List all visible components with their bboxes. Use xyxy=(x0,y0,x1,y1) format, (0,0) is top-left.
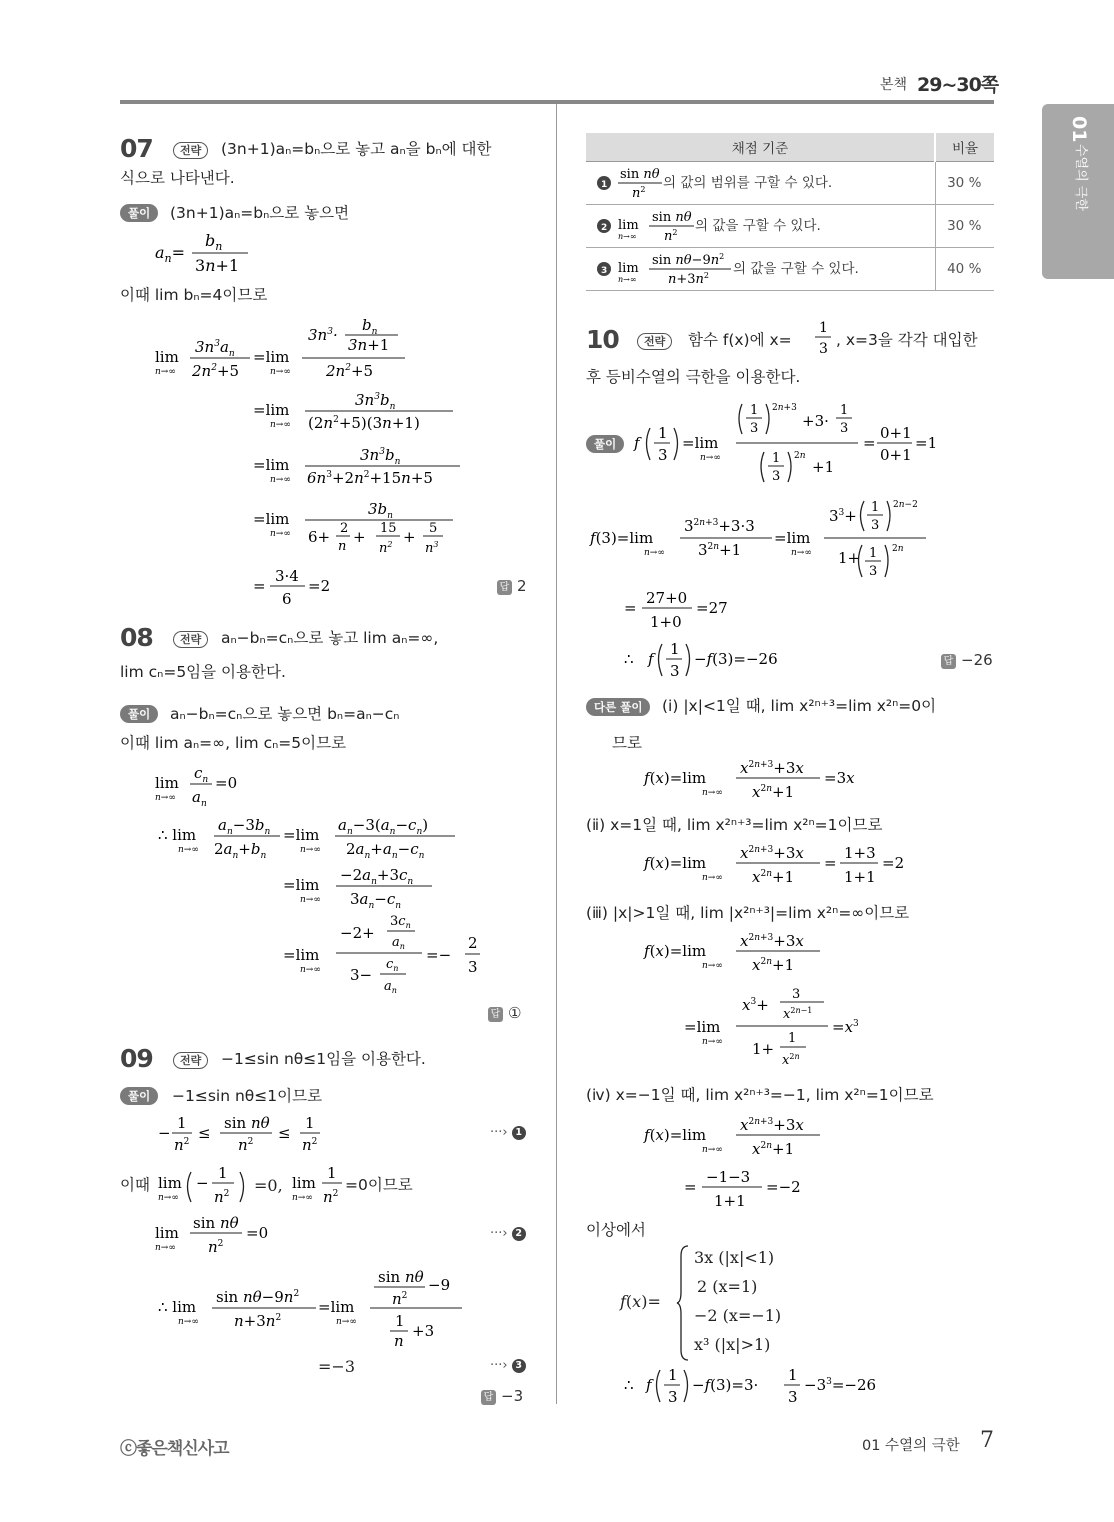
svg-text:2n: 2n xyxy=(794,451,806,461)
solution-tag: 풀이 xyxy=(586,433,624,453)
svg-text:3an−cn: $3a_n-c_n$ xyxy=(350,890,402,911)
svg-text:an: $a_n$ xyxy=(192,788,207,809)
table-row: 1 sin nθ $n^2$ 의 값의 범위를 구할 수 있다. 30 % xyxy=(586,162,994,205)
svg-text:f(x)=lim: f(x)=lim xyxy=(644,942,707,960)
svg-text:=0: =0 xyxy=(246,1224,269,1242)
svg-text:32n+3+3·3: $3^{2n+3}+3\cdot 3$ xyxy=(684,517,755,535)
svg-text:x3+: $x^3+$ xyxy=(742,996,769,1014)
solution-tag: 풀이 xyxy=(120,1085,158,1105)
svg-text:n2: $n^2$ xyxy=(302,1136,318,1154)
problem-09-line-3b: =0, xyxy=(254,1176,283,1195)
header-rule xyxy=(120,100,994,104)
svg-text:n→∞: n→∞ xyxy=(300,965,321,975)
svg-text:3: 3 xyxy=(668,1388,678,1406)
problem-10-answer: 답 −26 xyxy=(941,651,993,669)
svg-text:lim: lim xyxy=(618,218,639,233)
alt-eq-iv xyxy=(640,1112,890,1162)
svg-text:x2n+3+3x: $x^2n+3+3x$ xyxy=(740,1116,804,1134)
svg-text:3bn: $3b_n$ xyxy=(368,500,393,521)
svg-text:1: 1 xyxy=(840,403,849,418)
svg-text:n→∞: n→∞ xyxy=(702,961,723,971)
svg-text:1: 1 xyxy=(177,1114,187,1132)
svg-text:f: f xyxy=(634,434,640,452)
problem-09-line-1: −1≤sin nθ≤1이므로 xyxy=(172,1087,323,1105)
svg-text:1: 1 xyxy=(670,640,680,658)
svg-text:1+3: 1+3 xyxy=(844,844,876,862)
column-divider xyxy=(556,104,557,1404)
svg-text:2n+3: 2n+3 xyxy=(772,403,797,413)
svg-text:=−2: =−2 xyxy=(766,1178,801,1196)
svg-text:n→∞: n→∞ xyxy=(270,367,291,377)
page-number: 7 xyxy=(980,1428,994,1453)
svg-text:x2n+1: $x^2n+1$ xyxy=(752,868,795,886)
svg-text:1: 1 xyxy=(819,320,828,336)
fraction-one-third xyxy=(812,318,836,360)
problem-07-line-1: (3n+1)aₙ=bₙ으로 놓으면 xyxy=(170,204,350,222)
svg-text:33+: $3^3+$ xyxy=(829,507,857,525)
problem-08-number: 08 xyxy=(120,623,153,652)
ratio-cell: 40 % xyxy=(935,248,994,291)
svg-text:=0: =0 xyxy=(215,774,238,792)
svg-text:3n3an: $3n^3a_n$ xyxy=(195,338,235,359)
svg-text:x2n: $x^2n$ xyxy=(782,1052,800,1068)
svg-text:2: 2 xyxy=(468,934,478,952)
svg-text:an−3bn: $a_n-3b_n$ xyxy=(218,816,271,837)
alt-case-i: (ⅰ) |x|<1일 때, lim x²ⁿ⁺³=lim x²ⁿ=0이 xyxy=(662,697,937,715)
svg-text:1: 1 xyxy=(871,500,880,515)
alt-case-iv: (ⅳ) x=−1일 때, lim x²ⁿ⁺³=−1, lim x²ⁿ=1이므로 xyxy=(586,1086,934,1104)
svg-text:n→∞: n→∞ xyxy=(702,873,723,883)
svg-text:3: 3 xyxy=(869,564,878,579)
problem-08-answer: 답 ① xyxy=(488,1004,521,1022)
svg-text:n→∞: n→∞ xyxy=(644,548,665,558)
svg-text:sin nθ−9n2: $\sin n\theta-9n^2$ xyxy=(216,1288,300,1306)
svg-text:sin nθ: sin nθ xyxy=(224,1114,270,1132)
svg-text:1: 1 xyxy=(772,451,781,466)
svg-text:f(x)=lim: f(x)=lim xyxy=(644,1126,707,1144)
ratio-cell: 30 % xyxy=(935,205,994,248)
svg-text:6n3+2n2+15n+5: $6n^3+2n^2+15n+5$ xyxy=(307,469,433,487)
problem-07-derivation xyxy=(150,312,540,612)
svg-text:f: f xyxy=(646,1376,652,1394)
problem-08-line-1: aₙ−bₙ=cₙ으로 놓으면 bₙ=aₙ−cₙ xyxy=(170,705,400,723)
svg-text:n+3n2: $n+3n^2$ xyxy=(234,1312,282,1330)
svg-text:1: 1 xyxy=(218,1164,228,1182)
svg-text:=lim: =lim xyxy=(253,401,290,419)
svg-text:3n+1: 3n+1 xyxy=(195,256,240,275)
svg-text:n→∞: n→∞ xyxy=(702,1145,723,1155)
svg-text:n2: $n^2$ xyxy=(208,1238,224,1256)
svg-text:∴ lim: ∴ lim xyxy=(158,826,197,844)
strategy-tag: 전략 xyxy=(173,139,208,159)
svg-text:lim: lim xyxy=(155,348,179,366)
svg-text:=lim: =lim xyxy=(774,529,811,547)
step-mark-3: ···› 3 xyxy=(490,1358,526,1373)
svg-text:=lim: =lim xyxy=(283,826,320,844)
svg-text:3cn: $3c_n$ xyxy=(390,914,411,930)
svg-text:3: 3 xyxy=(772,469,781,484)
side-tab-title: 수열의 극한 xyxy=(1073,144,1088,211)
svg-text:+3·: +3· xyxy=(802,412,829,430)
svg-text:=lim: =lim xyxy=(283,876,320,894)
svg-text:3: 3 xyxy=(670,662,680,680)
svg-text:3: 3 xyxy=(468,958,478,976)
svg-text:−: − xyxy=(196,1174,209,1192)
svg-text:3: 3 xyxy=(658,446,668,464)
svg-text:1: 1 xyxy=(869,546,878,561)
svg-text:lim: lim xyxy=(618,261,639,276)
svg-text:lim: lim xyxy=(155,1224,179,1242)
problem-10-f-three xyxy=(586,495,946,585)
problem-07-answer: 답 2 xyxy=(497,577,527,595)
svg-text:∴: ∴ xyxy=(624,1376,634,1394)
svg-text:n→∞: n→∞ xyxy=(702,1037,723,1047)
svg-text:5: 5 xyxy=(429,521,438,536)
svg-text:−f(3)=−26: −f(3)=−26 xyxy=(694,650,778,668)
svg-text:=lim: =lim xyxy=(318,1298,355,1316)
svg-text:−1−3: −1−3 xyxy=(706,1168,751,1186)
svg-text:−2+: −2+ xyxy=(340,924,375,942)
svg-text:n→∞: n→∞ xyxy=(300,895,321,905)
svg-text:=1: =1 xyxy=(915,434,938,452)
problem-07-line-3: 이때 lim bₙ=4이므로 xyxy=(120,286,268,304)
table-header-ratio: 비율 xyxy=(935,133,994,162)
header-book-label: 본책 xyxy=(880,77,908,93)
svg-text:=: = xyxy=(863,434,876,452)
svg-text:bn: $b_n$ xyxy=(362,316,378,337)
svg-text:x2n+3+3x: $x^2n+3+3x$ xyxy=(740,759,804,777)
problem-07-strategy-2: 식으로 나타낸다. xyxy=(120,169,235,187)
step-mark-2: ···› 2 xyxy=(490,1226,526,1241)
svg-text:1+: 1+ xyxy=(838,549,861,567)
svg-text:3n3bn: $3n^3b_n$ xyxy=(360,446,401,467)
svg-text:1+0: 1+0 xyxy=(650,613,682,631)
svg-text:lim: lim xyxy=(158,1174,182,1192)
svg-text:x2n−1: $x^2n-1$ xyxy=(783,1006,813,1022)
piecewise-brace xyxy=(676,1244,690,1362)
table-row: 3 lim n→∞ $\sin n\theta-9n^2$ $n+3n^2$ 의 값을 구할 수 있다. 40 % xyxy=(586,248,994,291)
svg-text:=lim: =lim xyxy=(283,946,320,964)
svg-text:+1: +1 xyxy=(812,458,835,476)
strategy-tag: 전략 xyxy=(173,1049,208,1069)
svg-text:n→∞: n→∞ xyxy=(791,548,812,558)
svg-text:3n+1: 3n+1 xyxy=(348,336,390,354)
problem-07-number: 07 xyxy=(120,134,153,163)
svg-text:=lim: =lim xyxy=(253,510,290,528)
table-header-criteria: 채점 기준 xyxy=(586,133,935,162)
svg-text:1: 1 xyxy=(305,1114,315,1132)
piecewise-lhs: f(x)= xyxy=(620,1292,661,1311)
svg-text:2n2+5: $2n^2+5$ xyxy=(326,362,374,380)
svg-text:=2: =2 xyxy=(882,854,905,872)
svg-text:3: 3 xyxy=(788,1388,798,1406)
svg-text:(2n2+5)(3n+1): $(2n^2+5)(3n+1)$ xyxy=(308,414,420,432)
problem-08-strategy-2: lim cₙ=5임을 이용한다. xyxy=(120,663,286,681)
alt-final xyxy=(620,1362,920,1410)
svg-text:∴: ∴ xyxy=(624,650,634,668)
svg-text:n2: $n^2$ xyxy=(664,228,678,243)
svg-text:f(x)=lim: f(x)=lim xyxy=(644,854,707,872)
svg-text:x2n+1: $x^2n+1$ xyxy=(752,783,795,801)
svg-text:n: n xyxy=(394,1332,404,1350)
svg-text:n3: $n^3$ xyxy=(425,540,439,556)
publisher-logo: ⓒ좋은책신사고 xyxy=(120,1439,229,1459)
strategy-tag: 전략 xyxy=(173,628,208,648)
svg-text:n→∞: n→∞ xyxy=(155,1243,176,1253)
svg-text:3: 3 xyxy=(819,341,828,357)
svg-text:3·4: 3·4 xyxy=(275,567,299,585)
svg-text:=3x: =3x xyxy=(824,769,855,787)
alt-eq-iv-b xyxy=(680,1164,840,1214)
problem-10-therefore xyxy=(620,636,820,682)
problem-10-number: 10 xyxy=(586,325,619,354)
svg-text:3: 3 xyxy=(871,518,880,533)
svg-text:2n−2: 2n−2 xyxy=(893,500,918,510)
svg-text:1+: 1+ xyxy=(752,1040,775,1058)
problem-08-strategy: aₙ−bₙ=cₙ으로 놓고 lim aₙ=∞, xyxy=(221,629,439,647)
strategy-tag: 전략 xyxy=(637,330,672,350)
svg-text:n→∞: n→∞ xyxy=(618,275,637,284)
svg-text:n→∞: n→∞ xyxy=(155,793,176,803)
svg-text:x2n+3+3x: $x^2n+3+3x$ xyxy=(740,932,804,950)
alt-eq-iii-b xyxy=(680,982,900,1072)
svg-text:6+: 6+ xyxy=(308,528,331,546)
svg-text:3: 3 xyxy=(840,421,849,436)
piecewise-case-2: 2 (x=1) xyxy=(697,1277,758,1296)
problem-09-inequality xyxy=(150,1110,540,1160)
svg-text:=−: =− xyxy=(426,946,452,964)
svg-text:+: + xyxy=(403,528,416,546)
svg-text:=27: =27 xyxy=(696,599,728,617)
svg-text:=lim: =lim xyxy=(684,1018,721,1036)
svg-text:1: 1 xyxy=(601,180,608,190)
svg-text:n2: $n^2$ xyxy=(238,1136,254,1154)
svg-text:=lim: =lim xyxy=(253,348,290,366)
svg-text:0+1: 0+1 xyxy=(880,446,912,464)
svg-text:27+0: 27+0 xyxy=(646,589,688,607)
problem-09-line-3: 이때 xyxy=(120,1176,150,1194)
problem-09-answer: 답 −3 xyxy=(481,1387,523,1405)
svg-text:n2: $n^2$ xyxy=(379,540,393,556)
problem-09-limit-zero xyxy=(150,1210,450,1262)
piecewise-case-1: 3x (|x|<1) xyxy=(694,1248,775,1267)
svg-text:≤: ≤ xyxy=(198,1124,211,1142)
svg-text:n2: $n^2$ xyxy=(214,1188,230,1206)
svg-text:3: 3 xyxy=(601,266,608,276)
svg-text:+: + xyxy=(353,528,366,546)
problem-08-derivation xyxy=(150,760,540,1000)
svg-text:n→∞: n→∞ xyxy=(618,232,637,241)
svg-text:n→∞: n→∞ xyxy=(178,1317,199,1327)
svg-text:n2: $n^2$ xyxy=(323,1188,339,1206)
alt-case-i-cont: 므로 xyxy=(612,734,642,752)
alt-conclusion: 이상에서 xyxy=(586,1221,646,1239)
svg-text:n2: $n^2$ xyxy=(174,1136,190,1154)
svg-text:3: 3 xyxy=(750,421,759,436)
problem-10-f-one-third xyxy=(630,398,980,493)
svg-text:sin nθ: sin nθ xyxy=(193,1214,239,1232)
svg-text:−33=−26: $-3^3=-26$ xyxy=(804,1376,877,1394)
svg-text:∴ lim: ∴ lim xyxy=(158,1298,197,1316)
svg-text:n→∞: n→∞ xyxy=(336,1317,357,1327)
solution-tag: 풀이 xyxy=(120,202,158,222)
svg-text:2n: 2n xyxy=(892,544,904,554)
svg-text:n→∞: n→∞ xyxy=(155,367,176,377)
svg-text:n2: $n^2$ xyxy=(392,1290,408,1308)
svg-text:3n3·: $3n^3\cdot$ xyxy=(308,326,338,344)
svg-text:2: 2 xyxy=(340,521,349,536)
piecewise-case-3: −2 (x=−1) xyxy=(694,1306,782,1325)
svg-text:=: = xyxy=(624,599,637,617)
svg-text:2an+bn: $2a_n+b_n$ xyxy=(214,840,267,861)
svg-text:+3: +3 xyxy=(412,1322,435,1340)
svg-text:32n+1: $3^{2n}+1$ xyxy=(698,541,742,559)
svg-text:=lim: =lim xyxy=(682,434,719,452)
alt-case-iii: (ⅲ) |x|>1일 때, lim |x²ⁿ⁺³|=lim x²ⁿ=∞이므로 xyxy=(586,904,910,922)
svg-text:x2n+1: $x^2n+1$ xyxy=(752,1140,795,1158)
svg-text:1: 1 xyxy=(788,1031,797,1046)
svg-text:2: 2 xyxy=(601,223,608,233)
scoring-table xyxy=(586,133,994,291)
alt-case-ii: (ⅱ) x=1일 때, lim x²ⁿ⁺³=lim x²ⁿ=1이므로 xyxy=(586,816,883,834)
svg-text:lim: lim xyxy=(155,774,179,792)
footer-chapter: 01 수열의 극한 xyxy=(862,1438,960,1454)
svg-text:1+1: 1+1 xyxy=(714,1192,746,1210)
problem-10-f-three-result xyxy=(620,585,780,635)
svg-text:bn: $b_n$ xyxy=(205,231,223,253)
problem-10-strategy-a: 함수 f(x)에 x= xyxy=(688,331,792,349)
step-mark-1: ···› 1 xyxy=(490,1125,526,1140)
svg-text:=lim: =lim xyxy=(253,456,290,474)
side-tab-number: 01 xyxy=(1068,116,1090,143)
svg-text:x2n+1: $x^2n+1$ xyxy=(752,956,795,974)
problem-09-number: 09 xyxy=(120,1044,153,1073)
svg-text:n→∞: n→∞ xyxy=(270,475,291,485)
svg-text:2n2+5: $2n^2+5$ xyxy=(192,362,240,380)
problem-09-result: =−3 xyxy=(318,1357,355,1376)
svg-text:n→∞: n→∞ xyxy=(700,453,721,463)
svg-text:f(3)=lim: f(3)=lim xyxy=(590,529,654,547)
svg-text:1: 1 xyxy=(327,1164,337,1182)
svg-text:0+1: 0+1 xyxy=(880,424,912,442)
svg-text:1: 1 xyxy=(395,1312,405,1330)
svg-text:=: = xyxy=(253,577,266,595)
svg-text:15: 15 xyxy=(380,521,397,536)
svg-text:an: $a_n$ xyxy=(392,935,405,951)
svg-text:1: 1 xyxy=(658,424,668,442)
svg-text:3n3bn: $3n^3b_n$ xyxy=(355,391,396,412)
svg-text:cn: $c_n$ xyxy=(386,957,399,973)
svg-text:x2n+3+3x: $x^2n+3+3x$ xyxy=(740,844,804,862)
alt-eq-iii xyxy=(640,928,890,978)
svg-text:−: − xyxy=(158,1124,171,1142)
svg-text:1+1: 1+1 xyxy=(844,868,876,886)
svg-text:n+3n2: $n+3n^2$ xyxy=(668,271,710,286)
problem-07-eq-an xyxy=(150,228,310,276)
alt-solution-tag: 다른 풀이 xyxy=(586,696,650,716)
svg-text:1: 1 xyxy=(788,1366,798,1384)
problem-09-strategy: −1≤sin nθ≤1임을 이용한다. xyxy=(221,1050,426,1068)
svg-text:−2an+3cn: $-2a_n+3c_n$ xyxy=(340,866,414,887)
svg-text:an=: $a_n=$ xyxy=(155,243,186,265)
svg-text:n: n xyxy=(338,539,347,554)
piecewise-case-4: x³ (|x|>1) xyxy=(694,1335,771,1354)
problem-09-final-limit xyxy=(150,1262,480,1352)
svg-text:f: f xyxy=(648,650,654,668)
svg-text:−9: −9 xyxy=(428,1276,451,1294)
svg-text:=: = xyxy=(684,1178,697,1196)
svg-text:n→∞: n→∞ xyxy=(702,788,723,798)
svg-text:3: 3 xyxy=(792,987,801,1002)
svg-text:sin nθ: sin nθ xyxy=(652,210,692,225)
solution-tag: 풀이 xyxy=(120,703,158,723)
svg-text:−f(3)=3·: −f(3)=3· xyxy=(692,1376,759,1394)
alt-eq-ii xyxy=(640,840,940,890)
svg-text:n→∞: n→∞ xyxy=(270,420,291,430)
svg-text:sin nθ: sin nθ xyxy=(378,1268,424,1286)
svg-text:an−3(an−cn): $a_n-3(a_n-c_n)$ xyxy=(338,816,429,837)
svg-text:=: = xyxy=(824,854,837,872)
svg-text:=x3: $=x^3$ xyxy=(832,1018,859,1036)
alt-eq-i xyxy=(640,755,890,805)
svg-text:n2: $n^2$ xyxy=(632,185,646,200)
svg-text:n→∞: n→∞ xyxy=(270,529,291,539)
svg-text:sin nθ: sin nθ xyxy=(620,167,660,182)
header-pages: 29~30쪽 xyxy=(917,74,999,96)
svg-text:f(x)=lim: f(x)=lim xyxy=(644,769,707,787)
svg-text:an: $a_n$ xyxy=(384,979,397,995)
problem-10-strategy-b: , x=3을 각각 대입한 xyxy=(836,331,978,349)
svg-text:sin nθ−9n2: $\sin n\theta-9n^2$ xyxy=(652,252,725,268)
svg-text:≤: ≤ xyxy=(278,1124,291,1142)
chapter-side-tab xyxy=(1042,104,1114,279)
svg-text:1: 1 xyxy=(750,403,759,418)
problem-07-strategy: (3n+1)aₙ=bₙ으로 놓고 aₙ을 bₙ에 대한 xyxy=(221,140,492,158)
table-row: 2 lim n→∞ sin nθ $n^2$ 의 값을 구할 수 있다. 30 % xyxy=(586,205,994,248)
svg-text:n→∞: n→∞ xyxy=(158,1193,179,1203)
svg-text:1: 1 xyxy=(668,1366,678,1384)
svg-text:cn: $c_n$ xyxy=(194,764,209,785)
problem-09-line-3c: =0이므로 xyxy=(345,1176,413,1194)
svg-text:n→∞: n→∞ xyxy=(292,1193,313,1203)
problem-10-strategy-2: 후 등비수열의 극한을 이용한다. xyxy=(586,368,801,386)
problem-08-line-2: 이때 lim aₙ=∞, lim cₙ=5이므로 xyxy=(120,734,347,752)
svg-text:lim: lim xyxy=(292,1174,316,1192)
svg-text:2an+an−cn: $2a_n+a_n-c_n$ xyxy=(346,840,425,861)
svg-text:=2: =2 xyxy=(308,577,331,595)
svg-text:3−: 3− xyxy=(350,966,373,984)
ratio-cell: 30 % xyxy=(935,162,994,205)
svg-text:n→∞: n→∞ xyxy=(300,845,321,855)
svg-text:n→∞: n→∞ xyxy=(178,845,199,855)
svg-text:6: 6 xyxy=(282,590,292,608)
problem-09-limit-pos xyxy=(290,1160,350,1212)
